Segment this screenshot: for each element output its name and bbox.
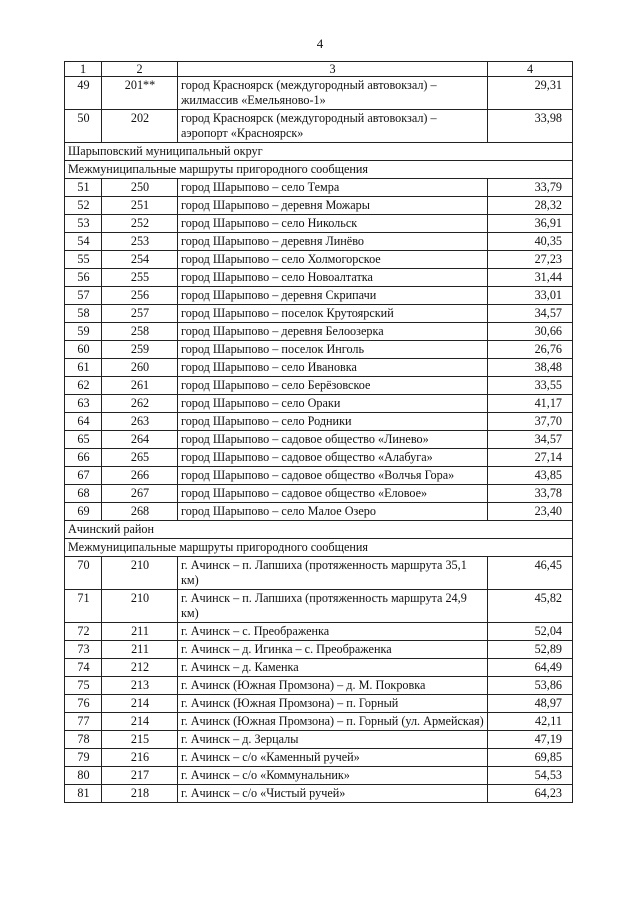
table-row — [65, 341, 573, 359]
route-description: г. Ачинск – с/о «Коммунальник» — [178, 767, 488, 785]
table-row — [65, 377, 573, 395]
route-number: 257 — [102, 305, 178, 323]
route-number: 211 — [102, 641, 178, 659]
route-description: г. Ачинск – с/о «Чистый ручей» — [178, 785, 488, 803]
tariff-value: 27,14 — [488, 449, 573, 467]
route-description: г. Ачинск – д. Зерцалы — [178, 731, 488, 749]
tariff-value: 48,97 — [488, 695, 573, 713]
tariff-value: 33,55 — [488, 377, 573, 395]
route-number: 261 — [102, 377, 178, 395]
row-number: 49 — [65, 77, 102, 110]
route-description: город Шарыпово – деревня Линёво — [178, 233, 488, 251]
route-number: 253 — [102, 233, 178, 251]
route-description: город Шарыпово – деревня Можары — [178, 197, 488, 215]
route-number: 266 — [102, 467, 178, 485]
section-row — [65, 143, 573, 161]
table-row — [65, 695, 573, 713]
row-number: 57 — [65, 287, 102, 305]
table-row — [65, 413, 573, 431]
tariff-value: 69,85 — [488, 749, 573, 767]
tariff-value: 26,76 — [488, 341, 573, 359]
table-row — [65, 287, 573, 305]
row-number: 52 — [65, 197, 102, 215]
table-row — [65, 179, 573, 197]
route-number: 263 — [102, 413, 178, 431]
tariff-value: 36,91 — [488, 215, 573, 233]
table-row — [65, 623, 573, 641]
header-col-4: 4 — [488, 62, 573, 77]
row-number: 56 — [65, 269, 102, 287]
row-number: 53 — [65, 215, 102, 233]
tariff-value: 33,01 — [488, 287, 573, 305]
route-description: город Шарыпово – деревня Белоозерка — [178, 323, 488, 341]
table-row — [65, 110, 573, 143]
route-number: 260 — [102, 359, 178, 377]
tariff-value: 27,23 — [488, 251, 573, 269]
route-number: 264 — [102, 431, 178, 449]
route-number: 252 — [102, 215, 178, 233]
route-description: г. Ачинск – п. Лапшиха (протяженность маршрута 24,9 км) — [178, 590, 488, 623]
row-number: 72 — [65, 623, 102, 641]
section-row — [65, 539, 573, 557]
section-title: Шарыповский муниципальный округ — [65, 143, 573, 161]
table-row — [65, 641, 573, 659]
row-number: 73 — [65, 641, 102, 659]
table-row — [65, 269, 573, 287]
route-description: город Шарыпово – садовое общество «Алабуга» — [178, 449, 488, 467]
tariff-value: 53,86 — [488, 677, 573, 695]
route-number: 214 — [102, 695, 178, 713]
route-number: 201** — [102, 77, 178, 110]
table-row — [65, 431, 573, 449]
tariff-value: 47,19 — [488, 731, 573, 749]
row-number: 81 — [65, 785, 102, 803]
table-row — [65, 251, 573, 269]
route-description: г. Ачинск – п. Лапшиха (протяженность маршрута 35,1 км) — [178, 557, 488, 590]
route-number: 218 — [102, 785, 178, 803]
header-col-3: 3 — [178, 62, 488, 77]
tariff-value: 38,48 — [488, 359, 573, 377]
row-number: 68 — [65, 485, 102, 503]
tariff-value: 54,53 — [488, 767, 573, 785]
tariff-value: 29,31 — [488, 77, 573, 110]
tariff-value: 23,40 — [488, 503, 573, 521]
page-number: 4 — [316, 36, 324, 51]
table-header-row — [65, 62, 573, 77]
row-number: 54 — [65, 233, 102, 251]
route-number: 211 — [102, 623, 178, 641]
route-description: город Шарыпово – село Берёзовское — [178, 377, 488, 395]
route-description: город Шарыпово – деревня Скрипачи — [178, 287, 488, 305]
row-number: 69 — [65, 503, 102, 521]
route-number: 210 — [102, 557, 178, 590]
tariff-value: 40,35 — [488, 233, 573, 251]
route-description: город Шарыпово – садовое общество «Линево» — [178, 431, 488, 449]
route-description: город Шарыпово – садовое общество «Еловое» — [178, 485, 488, 503]
route-number: 214 — [102, 713, 178, 731]
table-row — [65, 677, 573, 695]
route-number: 267 — [102, 485, 178, 503]
table-row — [65, 233, 573, 251]
route-number: 213 — [102, 677, 178, 695]
route-description: город Красноярск (междугородный автовокзал) – аэропорт «Красноярск» — [178, 110, 488, 143]
row-number: 61 — [65, 359, 102, 377]
table-row — [65, 731, 573, 749]
header-col-1: 1 — [65, 62, 102, 77]
route-description: город Шарыпово – село Ивановка — [178, 359, 488, 377]
row-number: 76 — [65, 695, 102, 713]
table-row — [65, 215, 573, 233]
table-row — [65, 449, 573, 467]
section-title: Ачинский район — [65, 521, 573, 539]
route-number: 258 — [102, 323, 178, 341]
tariff-value: 30,66 — [488, 323, 573, 341]
row-number: 74 — [65, 659, 102, 677]
tariff-value: 33,78 — [488, 485, 573, 503]
route-number: 215 — [102, 731, 178, 749]
row-number: 58 — [65, 305, 102, 323]
tariff-value: 41,17 — [488, 395, 573, 413]
row-number: 59 — [65, 323, 102, 341]
tariff-value: 52,89 — [488, 641, 573, 659]
row-number: 70 — [65, 557, 102, 590]
route-number: 256 — [102, 287, 178, 305]
route-number: 250 — [102, 179, 178, 197]
routes-table — [64, 61, 573, 803]
route-description: г. Ачинск (Южная Промзона) – п. Горный — [178, 695, 488, 713]
route-description: город Шарыпово – поселок Инголь — [178, 341, 488, 359]
row-number: 77 — [65, 713, 102, 731]
row-number: 50 — [65, 110, 102, 143]
tariff-value: 28,32 — [488, 197, 573, 215]
route-number: 202 — [102, 110, 178, 143]
route-number: 251 — [102, 197, 178, 215]
table-row — [65, 467, 573, 485]
row-number: 55 — [65, 251, 102, 269]
tariff-value: 42,11 — [488, 713, 573, 731]
section-title: Межмуниципальные маршруты пригородного сообщения — [65, 161, 573, 179]
routes-table-body — [65, 62, 573, 803]
section-row — [65, 521, 573, 539]
table-row — [65, 395, 573, 413]
table-row — [65, 713, 573, 731]
tariff-value: 64,23 — [488, 785, 573, 803]
tariff-value: 43,85 — [488, 467, 573, 485]
route-description: город Шарыпово – село Родники — [178, 413, 488, 431]
row-number: 80 — [65, 767, 102, 785]
table-row — [65, 359, 573, 377]
tariff-value: 31,44 — [488, 269, 573, 287]
table-row — [65, 590, 573, 623]
route-description: город Шарыпово – село Никольск — [178, 215, 488, 233]
section-title: Межмуниципальные маршруты пригородного сообщения — [65, 539, 573, 557]
table-row — [65, 305, 573, 323]
route-number: 255 — [102, 269, 178, 287]
route-number: 259 — [102, 341, 178, 359]
tariff-value: 33,98 — [488, 110, 573, 143]
section-row — [65, 161, 573, 179]
route-number: 216 — [102, 749, 178, 767]
route-description: г. Ачинск – д. Каменка — [178, 659, 488, 677]
row-number: 51 — [65, 179, 102, 197]
row-number: 65 — [65, 431, 102, 449]
route-number: 268 — [102, 503, 178, 521]
tariff-value: 46,45 — [488, 557, 573, 590]
route-number: 212 — [102, 659, 178, 677]
route-description: г. Ачинск (Южная Промзона) – д. М. Покровка — [178, 677, 488, 695]
route-description: г. Ачинск (Южная Промзона) – п. Горный (ул. Армейская) — [178, 713, 488, 731]
route-description: город Шарыпово – село Новоалтатка — [178, 269, 488, 287]
route-description: город Шарыпово – село Малое Озеро — [178, 503, 488, 521]
route-number: 262 — [102, 395, 178, 413]
route-description: г. Ачинск – с. Преображенка — [178, 623, 488, 641]
row-number: 71 — [65, 590, 102, 623]
table-row — [65, 503, 573, 521]
row-number: 64 — [65, 413, 102, 431]
route-description: город Шарыпово – садовое общество «Волчья Гора» — [178, 467, 488, 485]
route-description: город Шарыпово – село Холмогорское — [178, 251, 488, 269]
route-number: 265 — [102, 449, 178, 467]
route-number: 254 — [102, 251, 178, 269]
table-row — [65, 197, 573, 215]
table-row — [65, 557, 573, 590]
route-description: г. Ачинск – д. Игинка – с. Преображенка — [178, 641, 488, 659]
row-number: 66 — [65, 449, 102, 467]
route-description: город Шарыпово – поселок Крутоярский — [178, 305, 488, 323]
tariff-value: 33,79 — [488, 179, 573, 197]
route-description: город Красноярск (междугородный автовокзал) – жилмассив «Емельяново-1» — [178, 77, 488, 110]
row-number: 75 — [65, 677, 102, 695]
table-row — [65, 659, 573, 677]
table-row — [65, 485, 573, 503]
route-description: г. Ачинск – с/о «Каменный ручей» — [178, 749, 488, 767]
route-number: 217 — [102, 767, 178, 785]
tariff-value: 34,57 — [488, 305, 573, 323]
header-col-2: 2 — [102, 62, 178, 77]
table-row — [65, 77, 573, 110]
row-number: 62 — [65, 377, 102, 395]
route-number: 210 — [102, 590, 178, 623]
row-number: 67 — [65, 467, 102, 485]
tariff-value: 52,04 — [488, 623, 573, 641]
row-number: 78 — [65, 731, 102, 749]
row-number: 63 — [65, 395, 102, 413]
table-row — [65, 749, 573, 767]
tariff-value: 37,70 — [488, 413, 573, 431]
tariff-value: 64,49 — [488, 659, 573, 677]
route-description: город Шарыпово – село Темра — [178, 179, 488, 197]
route-description: город Шарыпово – село Ораки — [178, 395, 488, 413]
table-row — [65, 323, 573, 341]
tariff-value: 45,82 — [488, 590, 573, 623]
tariff-value: 34,57 — [488, 431, 573, 449]
row-number: 60 — [65, 341, 102, 359]
table-row — [65, 767, 573, 785]
table-row — [65, 785, 573, 803]
row-number: 79 — [65, 749, 102, 767]
